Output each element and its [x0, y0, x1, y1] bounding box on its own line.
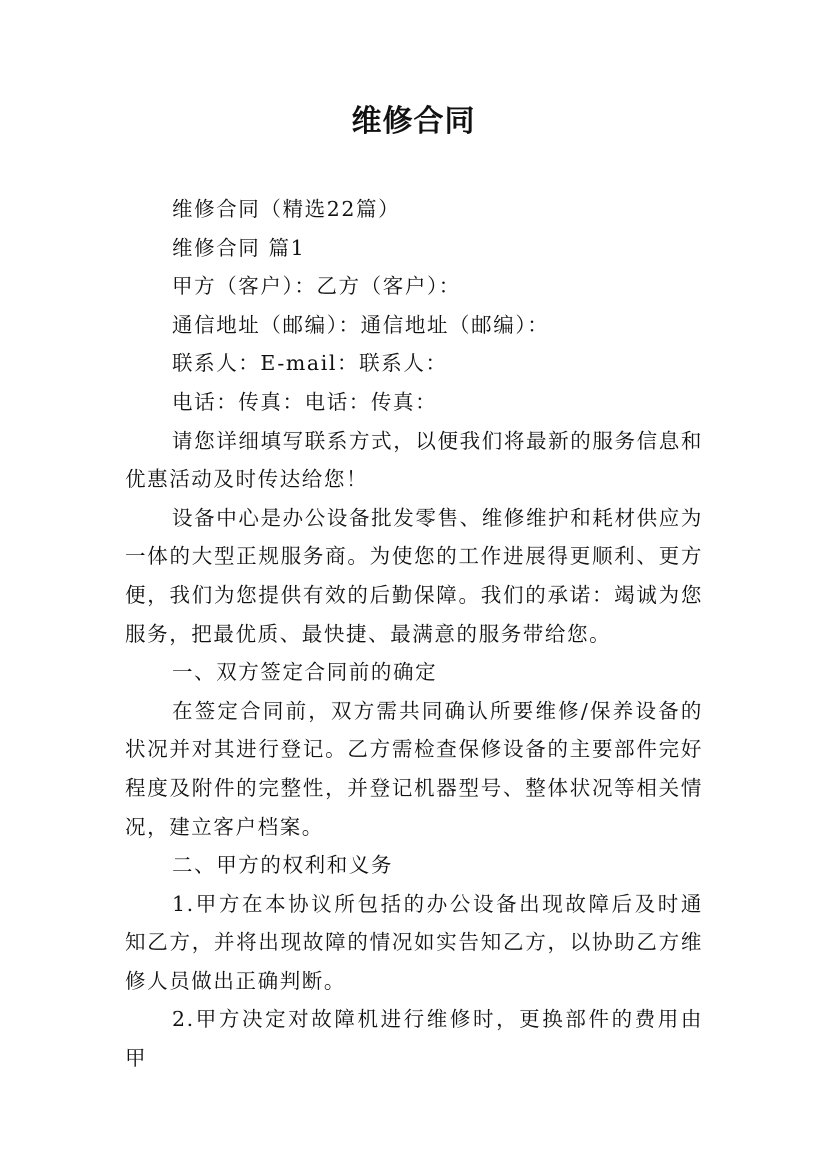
section-heading-2: 二、甲方的权利和义务	[172, 853, 393, 878]
section-heading-1: 一、双方签定合同前的确定	[172, 660, 438, 685]
paragraph-section-1: 在签定合同前，双方需共同确认所要维修/保养设备的状况并对其进行登记。乙方需检查保修设备的主要部件完好程度及附件的完整性，并登记机器型号、整体状况等相关情况，建立客户档案。	[125, 698, 703, 839]
document-body	[125, 190, 703, 1078]
document-title: 维修合同	[351, 104, 476, 139]
paragraph-clause-2: 2.甲方决定对故障机进行维修时，更换部件的费用由甲	[125, 1007, 703, 1071]
paragraph-subtitle: 维修合同（精选22篇）	[172, 197, 401, 221]
paragraph-parties: 甲方（客户）：乙方（客户）：	[172, 274, 461, 299]
paragraph-fill-notice: 请您详细填写联系方式，以便我们将最新的服务信息和优惠活动及时传达给您！	[125, 428, 703, 492]
paragraph-contact: 联系人：E-mail：联系人：	[172, 351, 448, 376]
paragraph-article-heading: 维修合同 篇1	[172, 235, 306, 260]
paragraph-address: 通信地址（邮编）：通信地址（邮编）：	[172, 312, 550, 337]
paragraph-phone: 电话：传真：电话：传真：	[172, 389, 438, 414]
paragraph-clause-1: 1.甲方在本协议所包括的办公设备出现故障后及时通知乙方，并将出现故障的情况如实告知乙方，以协助乙方维修人员做出正确判断。	[125, 891, 703, 993]
paragraph-company-intro: 设备中心是办公设备批发零售、维修维护和耗材供应为一体的大型正规服务商。为使您的工作进展得更顺利、更方便，我们为您提供有效的后勤保障。我们的承诺：竭诚为您服务，把最优质、最快捷、最满意的服务带给您。	[125, 505, 703, 646]
